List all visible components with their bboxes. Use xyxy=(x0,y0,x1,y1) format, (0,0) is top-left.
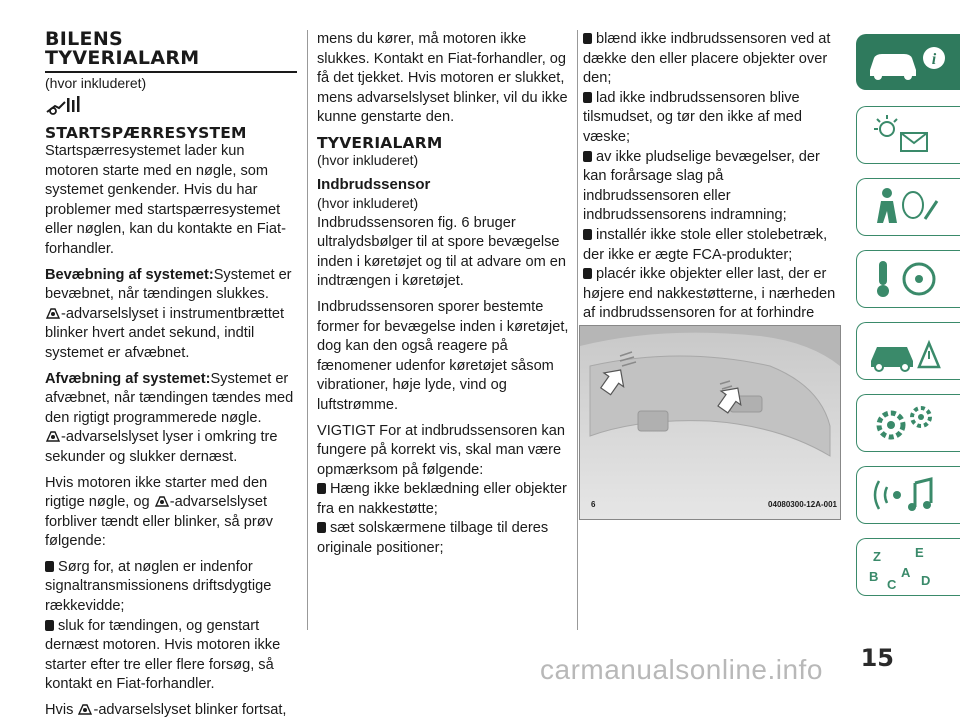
column-divider xyxy=(577,30,578,630)
text: placér ikke objekter eller last, der er højere end nakkestøtterne, i nærheden af indbrudssensoren for at forhindre xyxy=(583,266,836,322)
text: sæt solskærmene tilbage til deres originale positioner; xyxy=(317,520,549,557)
svg-text:B: B xyxy=(869,569,879,584)
section-title-line2: TYVERIALARM xyxy=(45,47,200,69)
availability-note: (hvor inkluderet) xyxy=(317,194,419,211)
text: -advarselslyset blinker fortsat, xyxy=(93,702,287,719)
list-item xyxy=(583,89,843,148)
paragraph: Indbrudssensoren sporer bestemte former for bevægelse inden i køretøjet, dog kan den også reagere på fænomener udenfor køretøjet såsom vibrationer, høje lyde, vind og luftstrømme. xyxy=(317,298,569,413)
bullet-icon xyxy=(583,33,592,44)
page-number: 15 xyxy=(860,644,894,672)
tab-emergency[interactable] xyxy=(856,322,960,380)
text: installér ikke stole eller stolebetræk, der ikke er ægte FCA-produkter; xyxy=(583,226,828,263)
text: sluk for tændingen, og genstart dernæst motoren. Hvis motoren ikke starter efter tre eller flere forsøg, så kontakt en Fiat-forhandler. xyxy=(45,617,281,693)
label-bold: Bevæbning af systemet: xyxy=(45,266,214,283)
text: Systemet er bevæbnet, når tændingen slukkes. xyxy=(45,266,292,303)
list-item xyxy=(45,617,300,695)
paragraph xyxy=(45,701,300,721)
bullet-icon xyxy=(45,561,54,572)
text: blænd ikke indbrudssensoren ved at dække den eller placere objekter over den; xyxy=(583,31,831,87)
svg-text:D: D xyxy=(921,573,931,588)
multimedia-icon xyxy=(857,467,960,523)
tab-maintenance[interactable] xyxy=(856,394,960,452)
availability-note: (hvor inkluderet) xyxy=(45,75,147,91)
list-item xyxy=(317,519,572,558)
list-item xyxy=(583,226,843,265)
tab-car-info[interactable] xyxy=(856,34,960,90)
immobilizer-warning-icon xyxy=(45,429,61,443)
section-title: TYVERIALARM xyxy=(317,133,443,152)
tab-multimedia[interactable] xyxy=(856,466,960,524)
column-divider xyxy=(307,30,308,630)
title-rule xyxy=(45,71,297,73)
paragraph xyxy=(45,474,300,552)
text: av ikke pludselige bevægelser, der kan forårsage slag på indbrudssensoren eller indbrudssensorens indramning; xyxy=(583,148,820,224)
paragraph: Indbrudssensoren fig. 6 bruger ultralydsbølger til at spore bevægelse inden i køretøjet og til at advare om en indtrængen i køretøjet. xyxy=(317,214,567,290)
chapter-sidebar xyxy=(848,0,960,678)
list-item xyxy=(583,30,843,89)
maintenance-icon xyxy=(857,395,960,451)
paragraph xyxy=(45,266,300,364)
text: -advarselslyset lyser i omkring tre sekunder og slukker dernæst. xyxy=(45,429,278,465)
text: Hæng ikke beklædning eller objekter fra en nakkestøtte; xyxy=(317,481,567,517)
immobilizer-warning-icon xyxy=(154,494,170,508)
text: -advarselslyset forbliver tændt eller blinker, så prøv følgende: xyxy=(45,494,273,550)
bullet-icon xyxy=(317,483,326,494)
list-item xyxy=(583,148,843,226)
watermark: carmanualsonline.info xyxy=(540,654,823,685)
svg-text:E: E xyxy=(915,545,924,560)
immobilizer-warning-icon xyxy=(45,306,61,320)
subsection-heading: Indbrudssensor xyxy=(317,175,431,193)
bullet-icon xyxy=(583,229,592,240)
column-2 xyxy=(317,30,572,565)
availability-note: (hvor inkluderet) xyxy=(317,151,419,168)
text: Sørg for, at nøglen er indenfor signaltransmissionens driftsdygtige rækkevidde; xyxy=(45,558,272,615)
label-bold: Afvæbning af systemet: xyxy=(45,370,211,387)
paragraph: Startspærresystemet lader kun motoren starte med en nøgle, som systemet genkender. Hvis du har problemer med startspærresystemet eller nøglen, kan du kontakte en Fiat-forhandler. xyxy=(45,143,286,257)
text: Hvis xyxy=(45,702,74,719)
tab-starting-driving[interactable] xyxy=(856,250,960,308)
text: lad ikke indbrudssensoren blive tilsmudset, og tør den ikke af med væske; xyxy=(583,89,802,145)
text: -advarselslyset i instrumentbrættet blinker hvert andet sekund, indtil systemet er afvæbnet. xyxy=(45,305,285,361)
index-icon xyxy=(857,539,960,595)
paragraph: VIGTIGT For at indbrudssensoren kan fungere på korrekt vis, skal man være opmærksom på følgende: xyxy=(317,422,565,478)
text: Systemet er afvæbnet, når tændingen tændes med den rigtigt programmerede nøgle. xyxy=(45,370,294,426)
car-info-icon xyxy=(856,34,960,90)
section-title-line1: BILENS xyxy=(45,28,124,50)
tab-warning-lights[interactable] xyxy=(856,106,960,164)
bullet-icon xyxy=(583,92,592,103)
safety-airbag-icon xyxy=(857,179,960,235)
list-item xyxy=(317,480,572,519)
starting-driving-icon xyxy=(857,251,960,307)
svg-text:Z: Z xyxy=(873,549,881,564)
bullet-icon xyxy=(583,151,592,162)
tab-index[interactable] xyxy=(856,538,960,596)
intrusion-sensor-figure xyxy=(579,325,841,520)
alarm-symbol-icon xyxy=(45,94,300,118)
column-3 xyxy=(583,30,843,350)
paragraph: mens du kører, må motoren ikke slukkes. Kontakt en Fiat-forhandler, og få det tjekket. Hvis motoren er slukket, mens advarselslyset blinker, vil du ikke kunne genstarte den. xyxy=(317,31,568,126)
figure-number: 6 xyxy=(591,500,596,509)
column-1 xyxy=(45,30,300,727)
bullet-icon xyxy=(583,268,592,279)
svg-text:i: i xyxy=(931,51,937,68)
list-item xyxy=(45,558,300,617)
immobilizer-warning-icon xyxy=(77,702,93,716)
svg-text:A: A xyxy=(901,565,911,580)
text: Hvis motoren ikke starter med den rigtige nøgle, og xyxy=(45,474,268,511)
warning-lights-icon xyxy=(857,107,960,163)
svg-text:C: C xyxy=(887,577,897,592)
paragraph xyxy=(45,370,300,468)
bullet-icon xyxy=(45,620,54,631)
emergency-icon xyxy=(857,323,960,379)
bullet-icon xyxy=(317,522,326,533)
tab-safety[interactable] xyxy=(856,178,960,236)
subsection-title: STARTSPÆRRESYSTEM xyxy=(45,124,247,142)
figure-code: 04080300-12A-001 xyxy=(768,500,837,509)
